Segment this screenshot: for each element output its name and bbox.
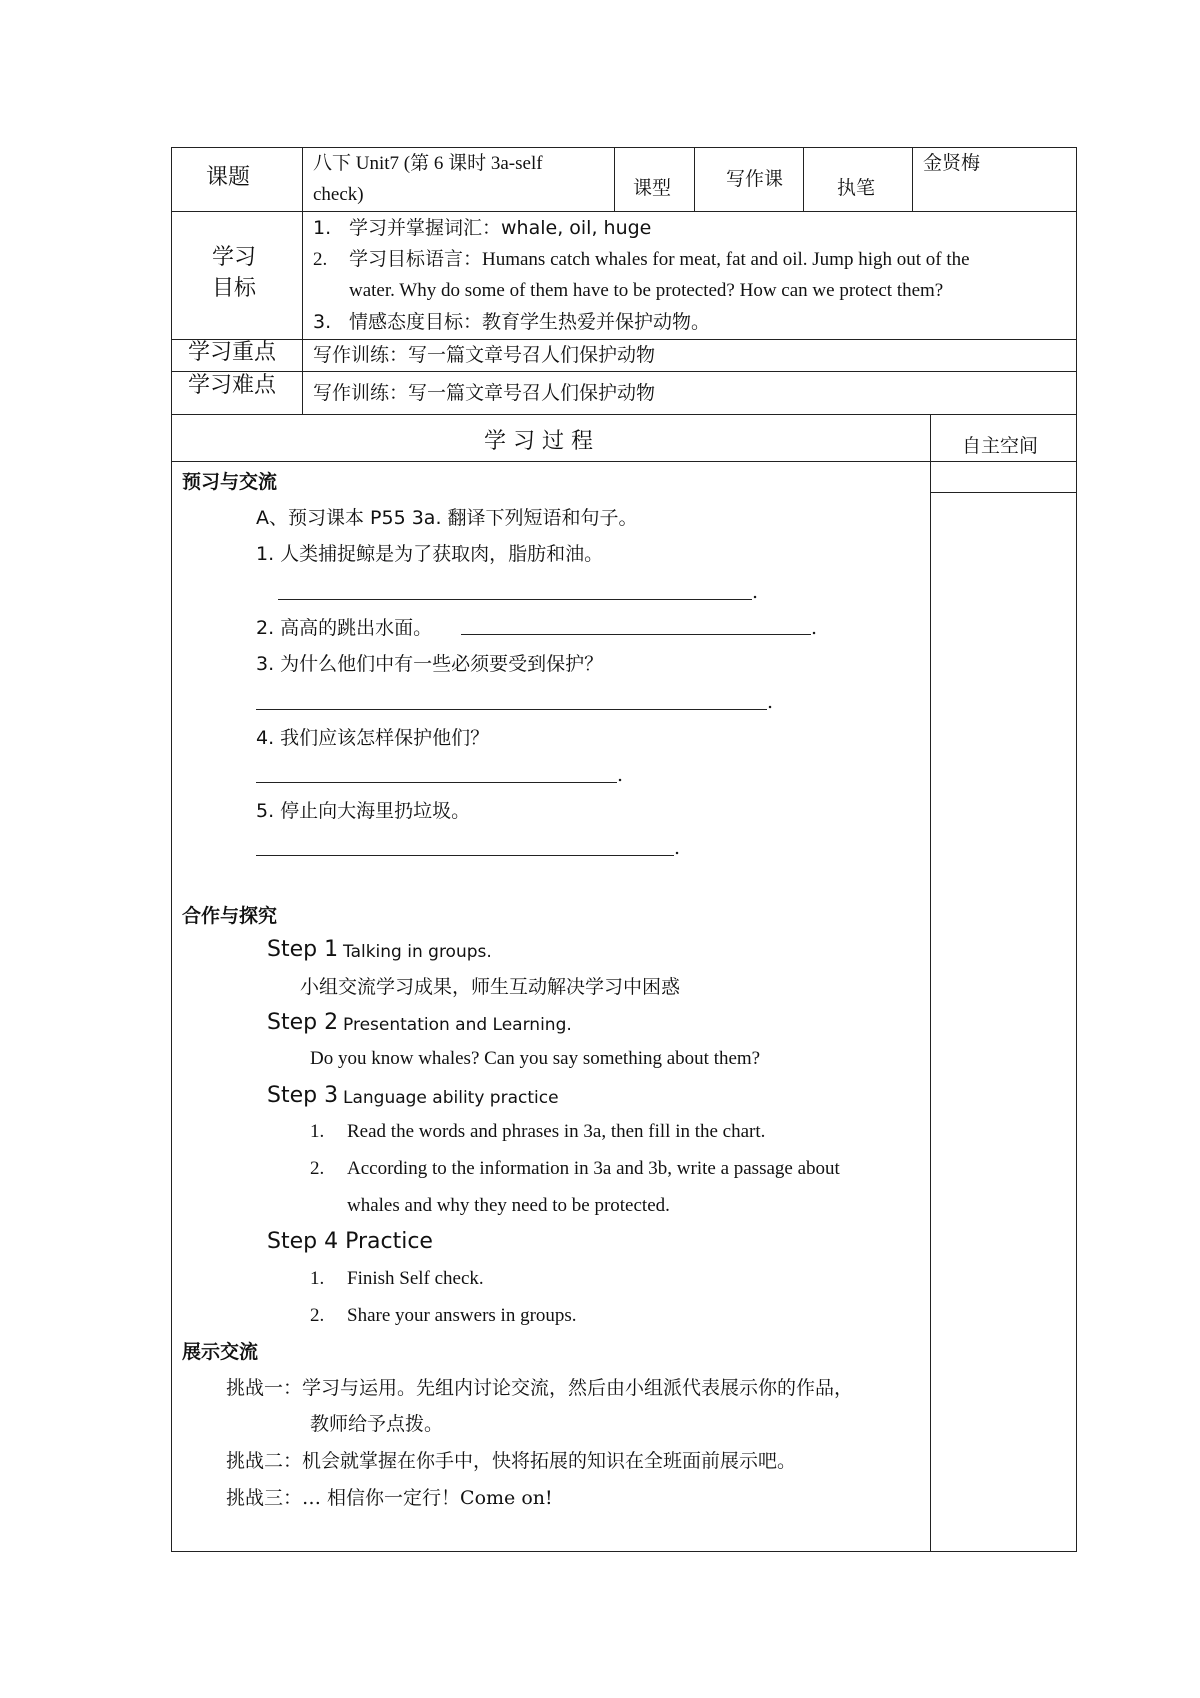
- rule: [171, 371, 1077, 372]
- topic-label: 课题: [206, 165, 251, 190]
- step-3-name: Language ability practice: [343, 1088, 559, 1108]
- answer-blank[interactable]: [256, 782, 617, 783]
- preview-item-1: 1. 人类捕捉鲸是为了获取肉，脂肪和油。: [256, 543, 604, 565]
- challenge-3: 挑战三：… 相信你一定行！Come on!: [226, 1487, 553, 1509]
- rule: [930, 492, 1077, 493]
- topic-value-line1: 八下 Unit7 (第 6 课时 3a-self: [313, 153, 543, 174]
- challenge-1-line1: 挑战一：学习与运用。先组内讨论交流，然后由小组派代表展示你的作品，: [226, 1377, 854, 1399]
- step-3-item-1-num: 1.: [310, 1121, 325, 1142]
- challenge-1-line2: 教师给予点拨。: [310, 1413, 444, 1435]
- key-point-label: 学习重点: [188, 340, 277, 365]
- objective-1-num: 1.: [313, 217, 332, 239]
- step-4-title: Step 4 Practice: [267, 1229, 433, 1254]
- preview-intro: A、预习课本 P55 3a. 翻译下列短语和句子。: [256, 507, 638, 529]
- preview-heading: 预习与交流: [182, 471, 278, 493]
- blank-period: .: [617, 764, 624, 786]
- key-point-value: 写作训练：写一篇文章号召人们保护动物: [313, 344, 656, 366]
- objectives-label-1: 学习: [212, 245, 257, 270]
- rule: [171, 147, 1077, 148]
- challenge-2: 挑战二：机会就掌握在你手中，快将拓展的知识在全班面前展示吧。: [226, 1450, 797, 1472]
- step-3-item-1: Read the words and phrases in 3a, then fill in the chart.: [347, 1121, 766, 1142]
- explore-heading: 合作与探究: [182, 905, 278, 927]
- step-2-name: Presentation and Learning.: [343, 1015, 572, 1035]
- rule: [1076, 147, 1077, 1552]
- difficulty-value: 写作训练：写一篇文章号召人们保护动物: [313, 382, 656, 404]
- step-2-text: Do you know whales? Can you say something about them?: [310, 1048, 761, 1069]
- answer-blank[interactable]: [278, 599, 752, 600]
- side-space-title: 自主空间: [962, 435, 1039, 457]
- objective-1: 学习并掌握词汇：whale, oil, huge: [349, 217, 652, 239]
- rule: [171, 147, 172, 1552]
- objective-2-line1: 学习目标语言：Humans catch whales for meat, fat and oil. Jump high out of the: [349, 249, 970, 270]
- step-3-item-2-line1: According to the information in 3a and 3b, write a passage about: [347, 1158, 840, 1179]
- step-3-item-2-num: 2.: [310, 1158, 325, 1179]
- rule: [171, 211, 1077, 212]
- rule: [171, 339, 1077, 340]
- blank-period: .: [811, 617, 818, 639]
- step-4-item-1-num: 1.: [310, 1268, 325, 1289]
- step-1-text: 小组交流学习成果，师生互动解决学习中困惑: [300, 976, 681, 998]
- rule: [171, 414, 1077, 415]
- step-4-item-1: Finish Self check.: [347, 1268, 484, 1289]
- answer-blank[interactable]: [461, 634, 811, 635]
- preview-item-3: 3. 为什么他们中有一些必须要受到保护？: [256, 653, 604, 675]
- answer-blank[interactable]: [256, 855, 674, 856]
- author-value: 金贤梅: [923, 152, 981, 174]
- rule: [302, 147, 303, 414]
- rule: [694, 147, 695, 211]
- preview-item-5: 5. 停止向大海里扔垃圾。: [256, 800, 471, 822]
- type-label: 课型: [633, 177, 672, 199]
- rule: [912, 147, 913, 211]
- step-1-title: Step 1: [267, 937, 339, 962]
- step-2-title: Step 2: [267, 1010, 339, 1035]
- step-1-name: Talking in groups.: [343, 942, 492, 962]
- author-label: 执笔: [837, 177, 876, 199]
- blank-period: .: [752, 581, 759, 603]
- objective-3: 情感态度目标：教育学生热爱并保护动物。: [349, 311, 711, 333]
- step-4-item-2-num: 2.: [310, 1305, 325, 1326]
- rule: [171, 1551, 1077, 1552]
- rule: [803, 147, 804, 211]
- step-3-title: Step 3: [267, 1083, 339, 1108]
- objective-3-num: 3.: [313, 311, 332, 333]
- objective-2-num: 2.: [313, 249, 328, 270]
- objectives-label-2: 目标: [212, 276, 257, 301]
- preview-item-2: 2. 高高的跳出水面。: [256, 617, 433, 639]
- rule: [930, 414, 931, 1552]
- answer-blank[interactable]: [256, 709, 767, 710]
- rule: [614, 147, 615, 211]
- preview-item-4: 4. 我们应该怎样保护他们？: [256, 727, 490, 749]
- blank-period: .: [674, 837, 681, 859]
- rule: [171, 461, 1077, 462]
- step-4-item-2: Share your answers in groups.: [347, 1305, 577, 1326]
- process-title: 学 习 过 程: [484, 429, 593, 454]
- blank-period: .: [767, 691, 774, 713]
- topic-value-line2: check): [313, 184, 364, 205]
- difficulty-label: 学习难点: [188, 373, 277, 398]
- objective-2-line2: water. Why do some of them have to be protected? How can we protect them?: [349, 280, 944, 301]
- type-value: 写作课: [726, 168, 784, 190]
- show-heading: 展示交流: [182, 1341, 259, 1363]
- step-3-item-2-line2: whales and why they need to be protected.: [347, 1195, 670, 1216]
